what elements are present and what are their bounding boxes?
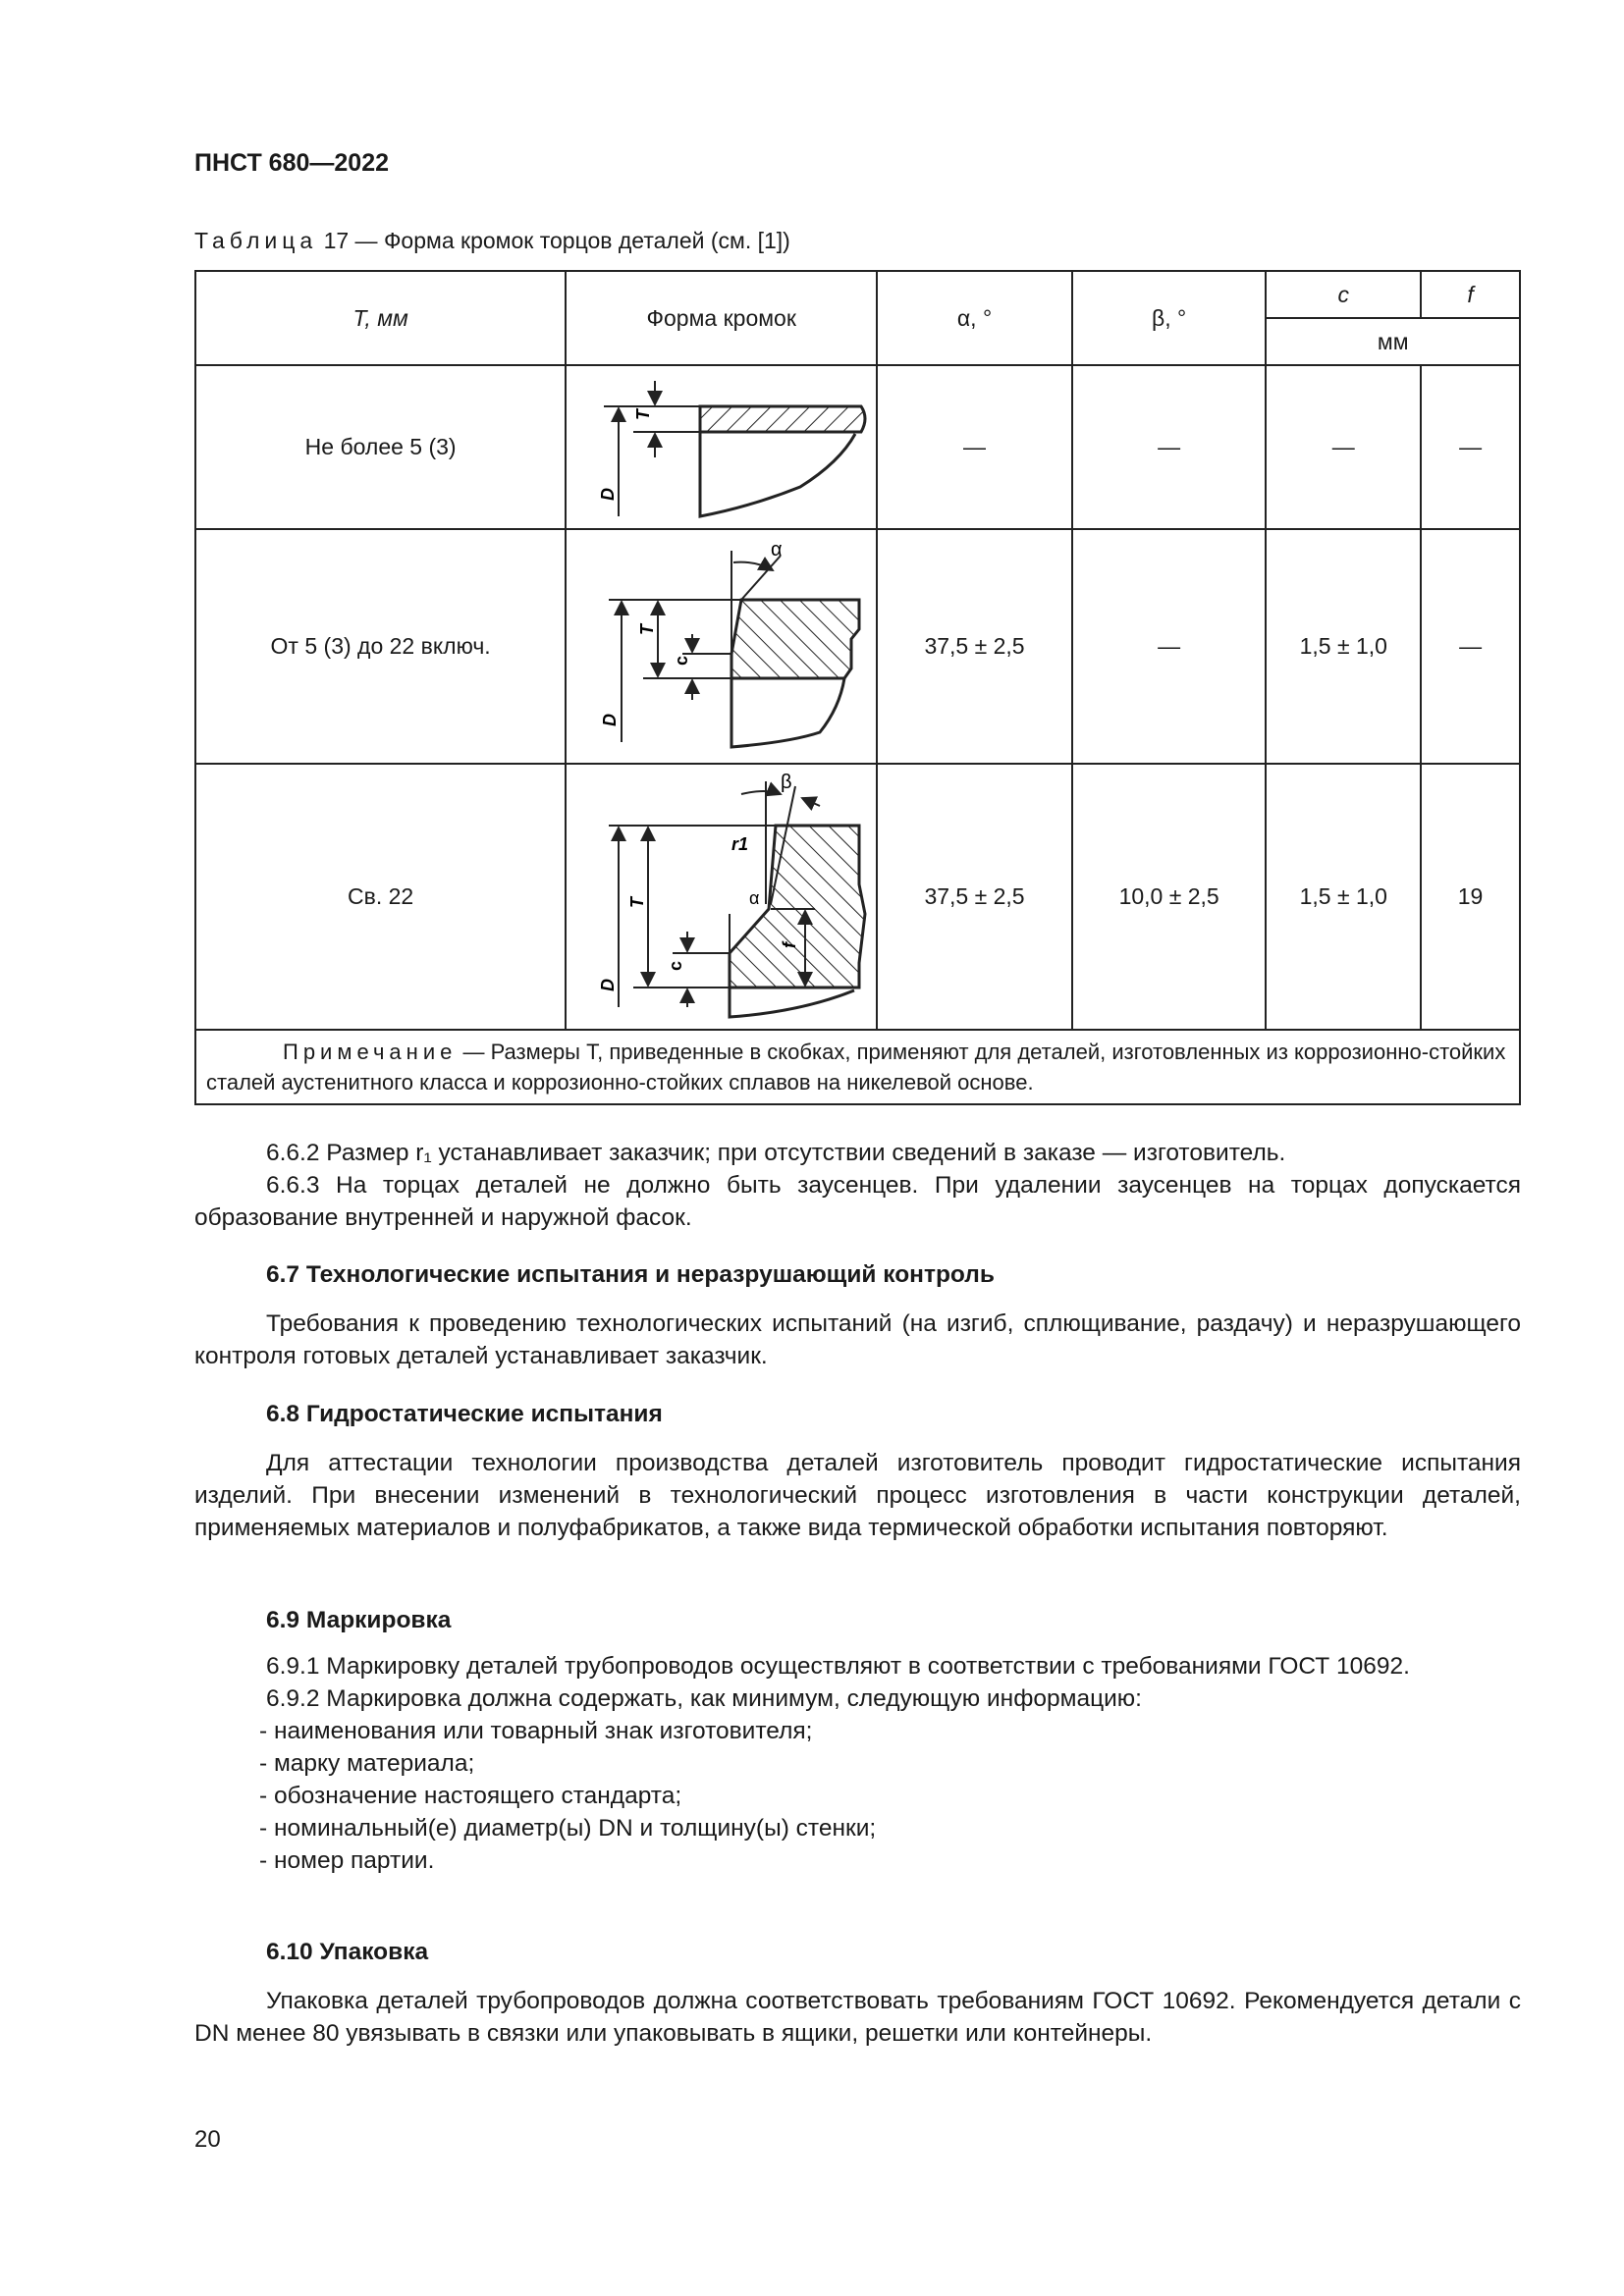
cell-f: 19 (1421, 764, 1520, 1030)
page-number: 20 (194, 2126, 221, 2153)
paragraph-6-9-2: 6.9.2 Маркировка должна содержать, как минимум, следующую информацию: (266, 1685, 1142, 1712)
header-beta: β, ° (1072, 271, 1267, 365)
edge-diagram-3 (566, 764, 877, 1030)
section-6-8 (194, 1398, 1521, 1544)
header-alpha: α, ° (877, 271, 1072, 365)
cell-beta: — (1072, 529, 1267, 764)
section-6-10 (194, 1936, 1521, 2050)
svg-text:T: T (636, 624, 657, 635)
cell-alpha: 37,5 ± 2,5 (877, 764, 1072, 1030)
cell-t: От 5 (3) до 22 включ. (195, 529, 566, 764)
paragraph-6-6-3: 6.6.3 На торцах деталей не должно быть заусенцев. При удалении заусенцев на торцах допускается образование внутренней и наружной фасок. (194, 1172, 1521, 1231)
cell-f: — (1421, 365, 1520, 529)
list-item: - номинальный(е) диаметр(ы) DN и толщину(ы) стенки; (259, 1815, 877, 1842)
table-row (195, 529, 1520, 764)
svg-text:α: α (770, 539, 783, 561)
cell-alpha: — (877, 365, 1072, 529)
cell-c: 1,5 ± 1,0 (1266, 529, 1421, 764)
paragraph: Для аттестации технологии производства деталей изготовитель проводит гидростатические испытания изделий. При внесении изменений в технологический процесс изготовления в части конструкции деталей, применяемых материалов и полуфабрикатов, а также вида термической обработки испытания повторяют. (194, 1450, 1521, 1541)
header-unit: мм (1266, 318, 1520, 365)
paragraph-6-6-2: 6.6.2 Размер r₁ устанавливает заказчик; при отсутствии сведений в заказе — изготовитель. (266, 1140, 1286, 1166)
svg-text:D: D (597, 487, 618, 501)
table-row (195, 764, 1520, 1030)
paragraph: Требования к проведению технологических испытаний (на изгиб, сплющивание, раздачу) и неразрушающего контроля готовых деталей устанавливает заказчик. (194, 1310, 1521, 1369)
list-item: - марку материала; (259, 1750, 475, 1777)
document-header: ПНСТ 680—2022 (194, 149, 389, 177)
cell-beta: — (1072, 365, 1267, 529)
svg-text:D: D (597, 979, 618, 991)
heading-6-7: 6.7 Технологические испытания и неразрушающий контроль (266, 1261, 995, 1288)
list-item: - наименования или товарный знак изготовителя; (259, 1718, 813, 1744)
svg-text:f: f (779, 942, 799, 948)
section-6-9 (194, 1604, 1521, 1877)
section-6-7 (194, 1258, 1521, 1372)
caption-label: Таблица (194, 228, 318, 253)
cell-f: — (1421, 529, 1520, 764)
svg-text:c: c (665, 960, 685, 971)
list-item: - обозначение настоящего стандарта; (259, 1783, 682, 1809)
table-row (195, 365, 1520, 529)
heading-6-9: 6.9 Маркировка (266, 1607, 452, 1633)
header-shape: Форма кромок (566, 271, 877, 365)
svg-text:T: T (626, 897, 647, 908)
header-c: c (1266, 271, 1421, 318)
cell-t: Не более 5 (3) (195, 365, 566, 529)
paragraph: Упаковка деталей трубопроводов должна соответствовать требованиям ГОСТ 10692. Рекомендуется детали с DN менее 80 увязывать в связки или упаковывать в ящики, решетки или контейнеры. (194, 1988, 1521, 2047)
heading-6-8: 6.8 Гидростатические испытания (266, 1401, 663, 1427)
edge-shape-table (194, 270, 1521, 1105)
svg-text:c: c (671, 655, 691, 666)
cell-beta: 10,0 ± 2,5 (1072, 764, 1267, 1030)
cell-t: Св. 22 (195, 764, 566, 1030)
heading-6-10: 6.10 Упаковка (266, 1939, 429, 1965)
cell-c: — (1266, 365, 1421, 529)
table-note (195, 1030, 1520, 1104)
header-f: f (1421, 271, 1520, 318)
edge-diagram-1 (566, 365, 877, 529)
list-item: - номер партии. (259, 1847, 435, 1874)
section-6-6 (194, 1137, 1521, 1234)
svg-text:D: D (599, 714, 620, 726)
svg-text:T: T (632, 408, 653, 420)
edge-diagram-2 (566, 529, 877, 764)
note-text: — Размеры T, приведенные в скобках, применяют для деталей, изготовленных из коррозионно-стойких сталей аустенитного класса и коррозионно-стойких сплавов на никелевой основе. (206, 1040, 1506, 1095)
header-t: T, мм (195, 271, 566, 365)
svg-text:r1: r1 (731, 834, 748, 854)
paragraph-6-9-1: 6.9.1 Маркировку деталей трубопроводов осуществляют в соответствии с требованиями ГОСТ 10692. (266, 1653, 1410, 1680)
note-label: Примечание (283, 1040, 458, 1064)
svg-text:β: β (780, 772, 792, 793)
table-caption (194, 228, 790, 254)
cell-c: 1,5 ± 1,0 (1266, 764, 1421, 1030)
caption-text: 17 — Форма кромок торцов деталей (см. [1]) (317, 228, 790, 253)
svg-text:α: α (748, 888, 760, 908)
cell-alpha: 37,5 ± 2,5 (877, 529, 1072, 764)
